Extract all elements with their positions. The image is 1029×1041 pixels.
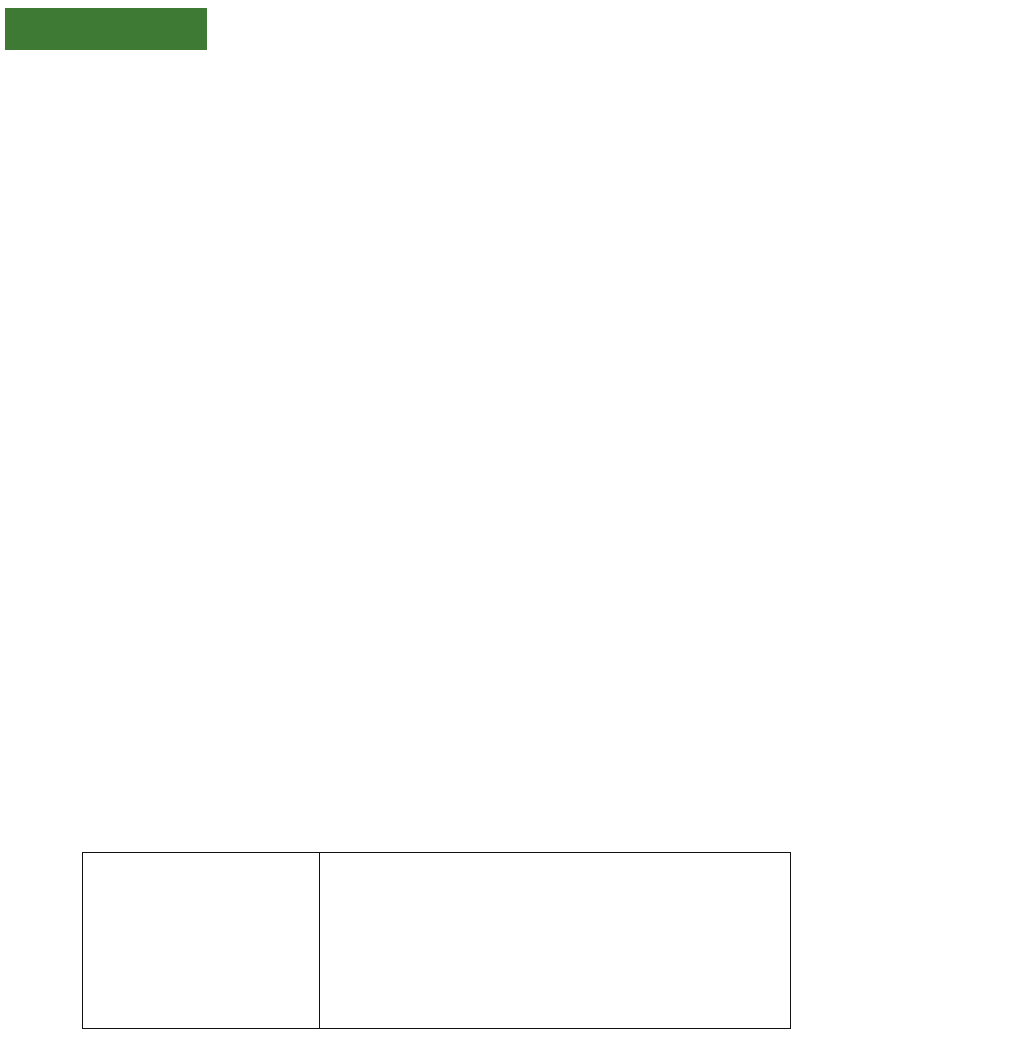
strip-divider [319, 853, 320, 1028]
strip-diagram [82, 852, 791, 1029]
